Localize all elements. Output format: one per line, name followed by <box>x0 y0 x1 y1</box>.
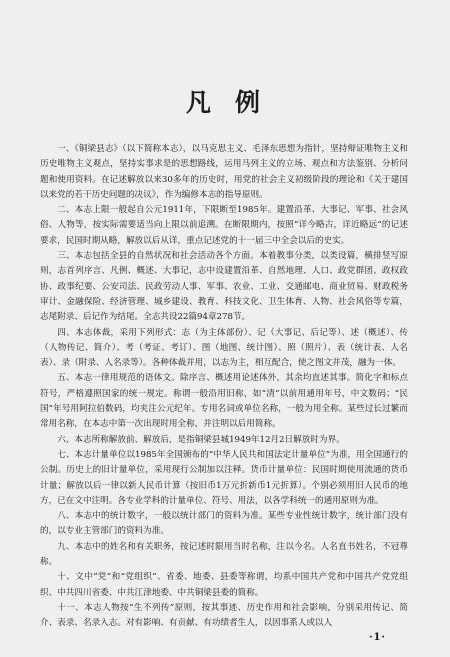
paragraph-11: 十一、本志人物按“生不列传”原则，按其事迹、历史作用和社会影响，分别采用传记、简介、表录、名录入志。对有影响、有贡献、有功绩者生人，以因事系人或以人 <box>40 602 408 629</box>
title-char-fan: 凡 <box>185 88 213 117</box>
paragraph-4: 四、本志体裁，采用下列形式：志（为主体部份）、记（大事记、后记等）、述（概述）、传（人物传记、简介）、考（考证、考订）、图（地图、统计图）、照（照片）、表（统计表、人名表）、录（附录、人名录等）。各种体裁并用，以志为主，相互配合，使之图文并茂，融为一体。 <box>40 327 408 369</box>
paragraph-3: 三、本志包括全县的自然状况和社会活动各个方面。本着教事分类，以类设篇，横排竖写原则，志首列序言、凡例、概述、大事记，志中设建置沿革、自然地理、人口、政党群团、政权政协、政事纪要、公安司法、民政劳动人事、军事、农业、工业、交通邮电、商业贸易、财政税务审计、金融保险、经济管理、城乡建设、教育、科技文化、卫生体育、人物、社会风俗等专篇，志尾附录、后记作为结尾。全志共设22篇94章278节。 <box>40 251 408 323</box>
paragraph-1: 一、《铜梁县志》（以下简称本志），以马克思主义、毛泽东思想为指针，坚持辩证唯物主义和历史唯物主义观点，坚持实事求是的思想路线，运用马列主义的立场、观点和方法鉴别、分析问题和使用资料。在记述解放以来30多年的历史时，用党的社会主义初级阶段的理论和《关于建国以来党的若干历史问题的决议》，作为编修本志的指导原则。 <box>40 144 408 200</box>
paragraph-9: 九、本志中的姓名和有关职务，按记述时限用当时名称，注以今名。人名直书姓名，不冠尊称。 <box>40 541 408 568</box>
paragraph-10: 十、文中“党”和“党组织”、省委、地委、县委等称谓，均系中国共产党和中国共产党党组织、中共四川省委、中共江津地委、中共铜梁县委的简称。 <box>40 572 408 598</box>
page-title <box>40 88 408 118</box>
paragraph-7: 七、本志计量单位以1985年全国颁布的“中华人民共和国法定计量单位”为准，用全国通行的公制。历史上的旧计量单位，采用现行公制加以注释。货币计量单位：民国时期使用流通的货币计量；解放以后一律以新人民币计算（按旧币1万元折新币1元折算）。个别必须用旧人民币的地方，已在文中注明。各专业学科的计量单位、符号、用法，以各学科统一的通用原则为准。 <box>40 449 408 506</box>
paragraph-8: 八、本志中的统计数字，一般以统计部门的资料为准。某些专业性统计数字，统计部门没有的，以专业主管部门的资料为准。 <box>40 511 408 537</box>
page-number: ·1· <box>369 632 386 643</box>
paragraph-6: 六、本志所称解放前、解放后，是指铜梁县城1949年12月2日解放时为界。 <box>57 434 345 445</box>
title-char-li: 例 <box>235 88 263 117</box>
paragraph-2: 二、本志上限一般起自公元1911年，下限断至1985年。建置沿革、大事记、军事、社会风俗、人物等，按实际需要适当向上限以前追溯。在断限期内，按照“详今略古，详近略远”的记述要求，民国时期从略，解放以后从详，重点记述党的十一届三中全会以后的史实。 <box>40 205 408 246</box>
paragraph-5: 五、本志一律用规范的语体文。除序言、概述用论述体外，其余均直述其事。简化字和标点符号，严格遵照国家的统一规定。称谓一般沿用旧称，如“清”以前用通用年号，中文数码；“民国”年号用阿拉伯数码，均夹注公元纪年。专用名词或单位名称，一般为用全称。某些过长过繁而常用名称，在本志中第一次出现时用全称，并注明以后用简称。 <box>40 373 408 430</box>
